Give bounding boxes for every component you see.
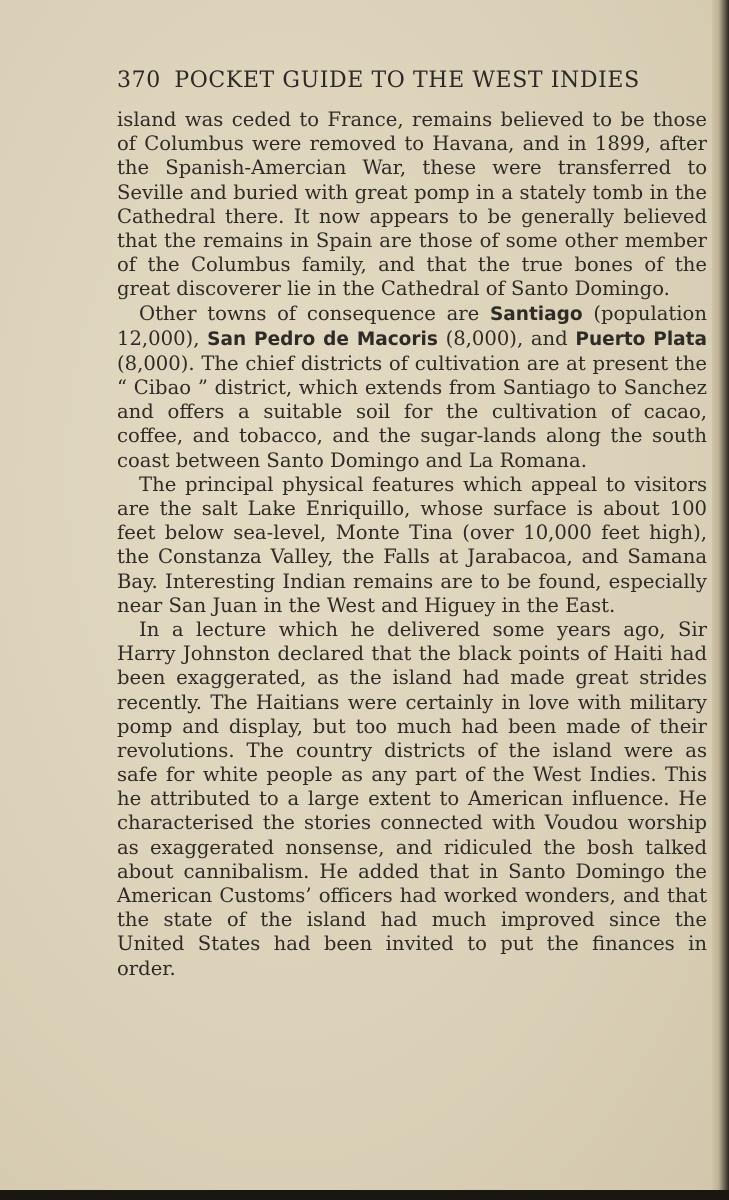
place-name-puerto-plata: Puerto Plata: [575, 328, 707, 350]
running-header: [117, 68, 707, 93]
paragraph-physical-features: The principal physical features which appeal to visitors are the salt Lake Enriquillo, whose surface is about 100 feet below sea-level, Monte Tina (over 10,000 feet high), the Constanza Valley, the Falls at Jarabacoa, and Samana Bay. Interesting Indian remains are to be found, especially near San Juan in the West and Higuey in the East.: [117, 472, 707, 617]
page-bottom-edge: [0, 1190, 729, 1200]
running-title: POCKET GUIDE TO THE WEST INDIES: [174, 68, 640, 93]
text-run: (8,000), and: [437, 326, 576, 350]
page-number: 370: [117, 68, 161, 93]
text-run: Other towns of consequence are: [139, 301, 490, 325]
place-name-santiago: Santiago: [489, 303, 583, 325]
paragraph-columbus-remains: island was ceded to France, remains believed to be those of Columbus were removed to Havana, and in 1899, after the Spanish-Amercian War, these were transferred to Seville and buried with great pomp in a stately tomb in the Cathedral there. It now appears to be generally believed that the remains in Spain are those of some other member of the Columbus family, and that the true bones of the great discoverer lie in the Cathedral of Santo Domingo.: [117, 108, 707, 301]
paragraph-other-towns: [117, 302, 707, 473]
text-run: (population 12,000),: [117, 301, 707, 350]
body-text: [117, 108, 707, 981]
book-spine-edge: [712, 0, 729, 1200]
text-run: (8,000). The chief districts of cultivation are at present the “ Cibao ” district, which extends from Santiago to Sanchez and offers a suitable soil for the cultivation of cacao, coffee, and tobacco, and the sugar-lands along the south coast between Santo Domingo and La Romana.: [117, 351, 707, 472]
place-name-san-pedro-de-macoris: San Pedro de Macoris: [207, 328, 438, 350]
paragraph-johnston-lecture: In a lecture which he delivered some years ago, Sir Harry Johnston declared that the black points of Haiti had been exaggerated, as the island had made great strides recently. The Haitians were certainly in love with military pomp and display, but too much had been made of their revolutions. The country districts of the island were as safe for white people as any part of the West Indies. This he attributed to a large extent to American influence. He characterised the stories connected with Voudou worship as exaggerated nonsense, and ridiculed the bosh talked about cannibalism. He added that in Santo Domingo the American Customs’ officers had worked wonders, and that the state of the island had much improved since the United States had been invited to put the finances in order.: [117, 617, 707, 980]
